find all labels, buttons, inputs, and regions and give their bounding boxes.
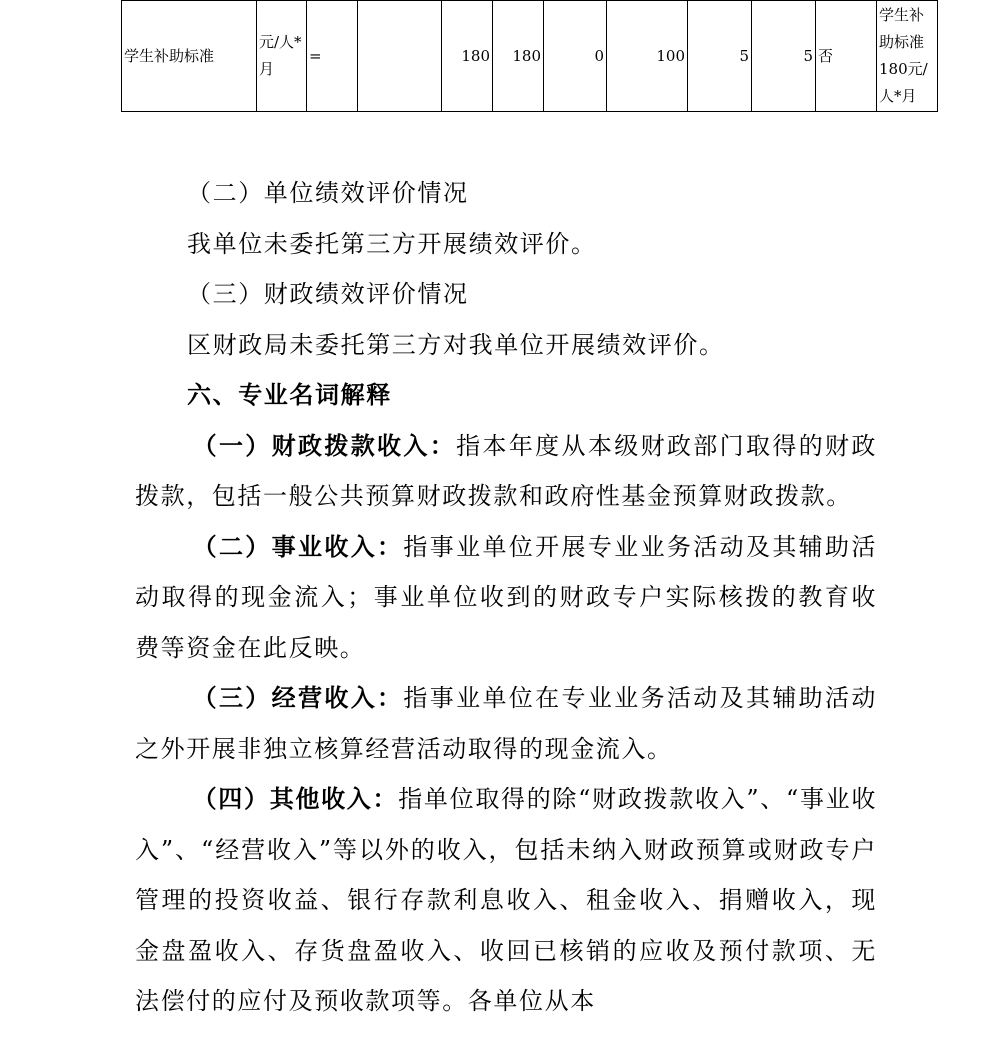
term-paragraph [135, 522, 877, 674]
indicator-cell: 学生补助标准 [122, 1, 257, 112]
flag-cell: 否 [816, 1, 877, 112]
glossary-heading: 六、专业名词解释 [187, 380, 392, 409]
value-cell: 5 [752, 1, 816, 112]
note-cell: 学生补助标准180元/人*月 [877, 1, 938, 112]
term-definition: 指本年度从本级财政部门取得的财政拨款，包括一般公共预算财政拨款和政府性基金预算财政拨款。 [135, 431, 878, 510]
value-cell: 0 [544, 1, 607, 112]
unit-cell: 元/人*月 [257, 1, 307, 112]
term-label: （二）事业收入： [192, 531, 404, 561]
document-body [135, 168, 877, 1027]
term-definition: 指事业单位开展专业业务活动及其辅助活动取得的现金流入；事业单位收到的财政专户实际核拨的教育收费等资金在此反映。 [135, 532, 877, 662]
unit-eval-heading: （二）单位绩效评价情况 [187, 179, 469, 207]
value-cell: 100 [607, 1, 688, 112]
performance-table [121, 0, 938, 112]
empty-cell [358, 1, 442, 112]
operator-cell: = [307, 1, 358, 112]
term-label: （四）其他收入： [192, 784, 399, 813]
value-cell: 5 [688, 1, 752, 112]
term-paragraph [135, 774, 877, 1027]
term-paragraph [135, 673, 877, 774]
term-paragraph [135, 421, 877, 522]
term-definition: 指事业单位在专业业务活动及其辅助活动之外开展非独立核算经营活动取得的现金流入。 [135, 684, 877, 763]
table-row [122, 1, 938, 112]
finance-eval-heading: （三）财政绩效评价情况 [187, 280, 469, 308]
finance-eval-text: 区财政局未委托第三方对我单位开展绩效评价。 [187, 330, 725, 359]
unit-eval-text: 我单位未委托第三方开展绩效评价。 [187, 229, 597, 258]
term-definition: 指单位取得的除“财政拨款收入”、“事业收入”、“经营收入”等以外的收入，包括未纳入财政预算或财政专户管理的投资收益、银行存款利息收入、租金收入、捐赠收入，现金盘盈收入、存货盘盈收入、收回已核销的应收及预付款项、无法偿付的应付及预收款项等。各单位从本 [135, 785, 877, 1015]
value-cell: 180 [493, 1, 544, 112]
value-cell: 180 [442, 1, 493, 112]
term-label: （三）经营收入： [192, 683, 404, 712]
term-label: （一）财政拨款收入： [192, 430, 457, 460]
